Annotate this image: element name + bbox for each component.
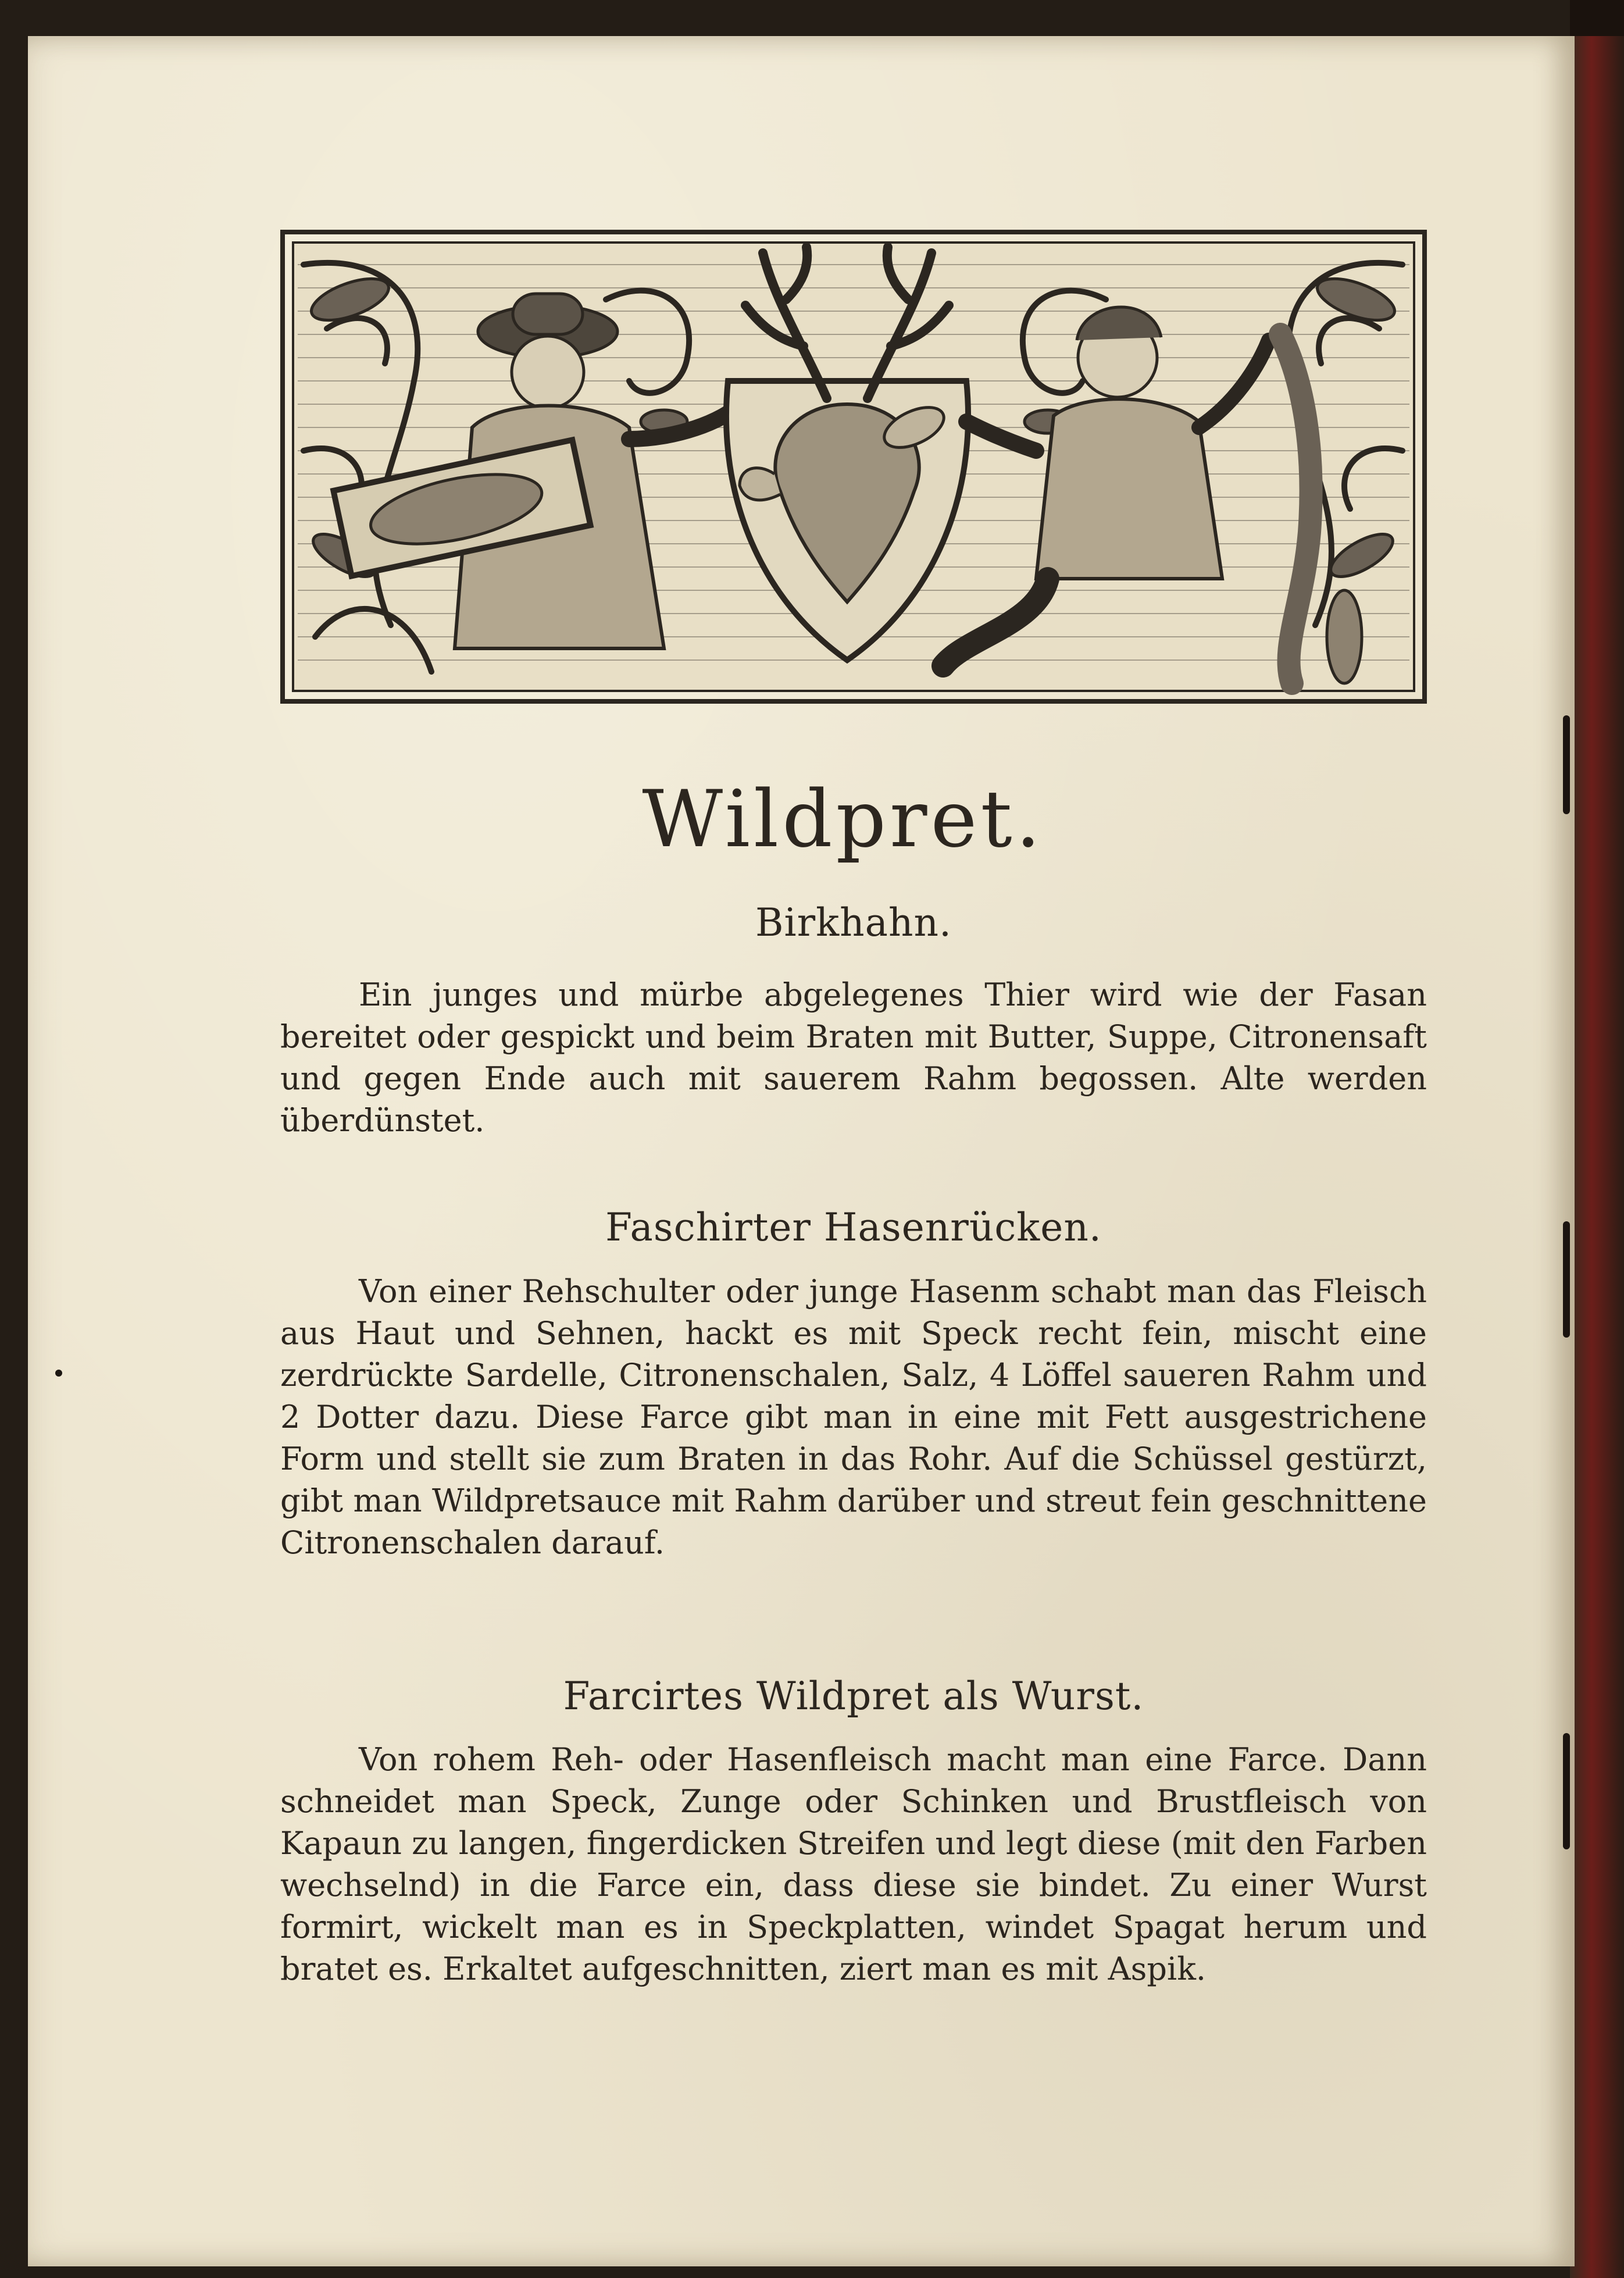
bleed-mark <box>1563 715 1570 814</box>
margin-dot <box>55 1370 62 1377</box>
recipe-text-birkhahn: Ein junges und mürbe abgelegenes Thier wird wie der Fasan bereitet oder gespickt und beim Braten mit Butter, Suppe, Citronensaft und gegen Ende auch mit sauerem Rahm begossen. Alte werden überdünstet. <box>280 976 1427 1139</box>
bleed-mark <box>1563 1733 1570 1849</box>
banner-illustration <box>280 230 1427 704</box>
recipe-title-farcirtes-wildpret: Farcirtes Wildpret als Wurst. <box>563 1674 1144 1719</box>
bleed-mark <box>1563 1221 1570 1338</box>
recipe-text-farcirtes-wildpret: Von rohem Reh- oder Hasenfleisch macht man eine Farce. Dann schneidet man Speck, Zunge oder Schinken und Brustfleisch von Kapaun zu langen, fingerdicken Streifen und legt diese (mit den Farben wechselnd) in die Farce ein, dass diese sie bindet. Zu einer Wurst formirt, wickelt man es in Speckplatten, windet Spagat herum und bratet es. Erkaltet aufgeschnitten, ziert man es mit Aspik. <box>280 1741 1427 1987</box>
page-title: Wildpret. <box>642 773 1044 865</box>
book-spine-edge <box>1570 0 1624 2278</box>
edge-band-top <box>1570 0 1624 36</box>
recipe-title-birkhahn: Birkhahn. <box>755 900 952 945</box>
recipe-title-faschirter-hasenruecken: Faschirter Hasenrücken. <box>605 1205 1102 1250</box>
recipe-text-faschirter-hasenruecken: Von einer Rehschulter oder junge Hasenm schabt man das Fleisch aus Haut und Sehnen, hackt es mit Speck recht fein, mischt eine zerdrückte Sardelle, Citronenschalen, Salz, 4 Löffel saueren Rahm und 2 Dotter dazu. Diese Farce gibt man in eine mit Fett ausgestrichene Form und stellt sie zum Braten in das Rohr. Auf die Schüssel gestürzt, gibt man Wildpretsauce mit Rahm darüber und streut fein geschnittene Citronenschalen darauf. <box>280 1273 1427 1561</box>
decorative-banner <box>280 230 1427 704</box>
